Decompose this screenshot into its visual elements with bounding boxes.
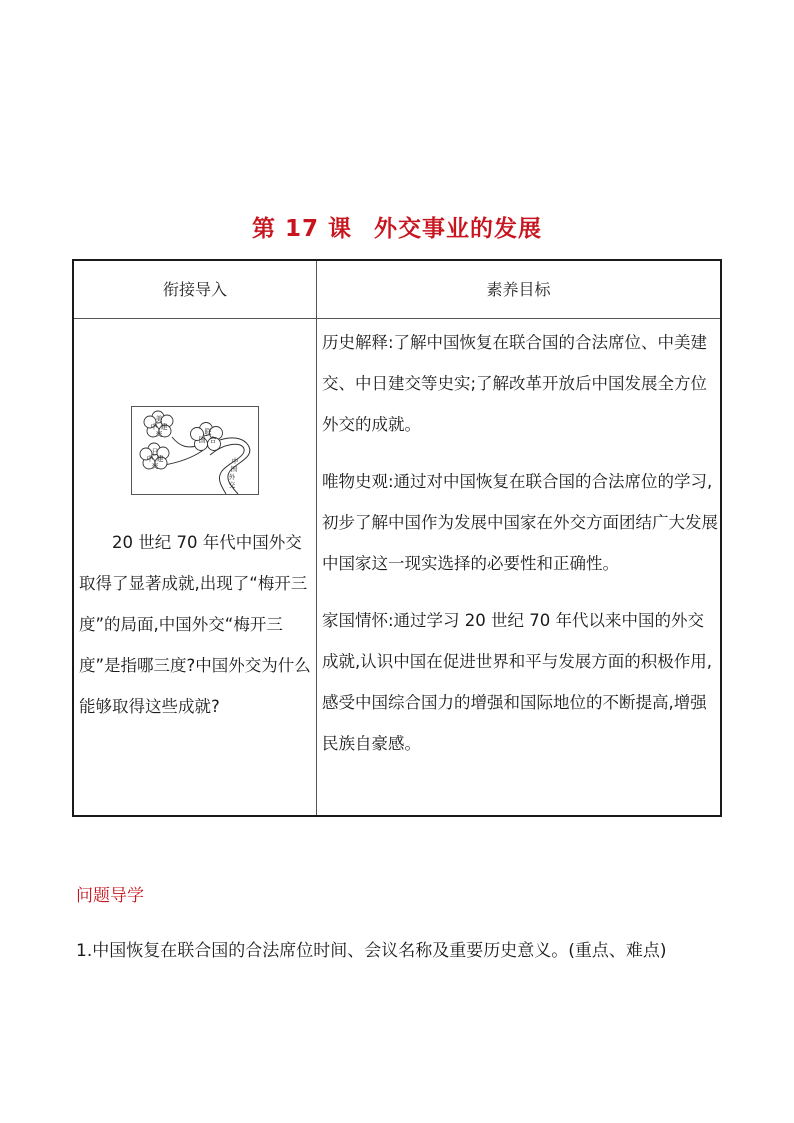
svg-text:建: 建 (156, 455, 164, 463)
svg-text:中: 中 (146, 455, 154, 463)
goal-historical-interpretation: 历史解释:了解中国恢复在联合国的合法席位、中美建交、中日建交等史实;了解改革开放后中国发展全方位外交的成就。 (322, 333, 708, 434)
svg-text:日: 日 (151, 448, 159, 456)
svg-text:联: 联 (204, 428, 212, 436)
goal-historical-materialism: 唯物史观:通过对中国恢复在联合国的合法席位的学习,初步了解中国作为发展中国家在外交方面团结广大发展中国家这一现实选择的必要性和正确性。 (322, 472, 718, 573)
table-column-divider (316, 261, 317, 815)
header-intro: 衔接导入 (162, 280, 227, 299)
lesson-number: 第 17 课 (251, 216, 353, 242)
lesson-title (0, 213, 794, 245)
svg-text:国: 国 (198, 436, 206, 444)
svg-text:交: 交 (155, 430, 163, 438)
lesson-name: 外交事业的发展 (374, 216, 543, 242)
svg-text:建: 建 (160, 423, 168, 431)
question-1: 1.中国恢复在联合国的合法席位时间、会议名称及重要历史意义。(重点、难点) (76, 941, 667, 961)
goal-patriotism: 家国情怀:通过学习 20 世纪 70 年代以来中国的外交成就,认识中国在促进世界和平与发展方面的积极作用,感受中国综合国力的增强和国际地位的不断提高,增强民族自豪感。 (322, 611, 712, 753)
plum-blossom-diplomacy-illustration (131, 406, 259, 495)
svg-text:交: 交 (228, 481, 236, 489)
intro-goals-table (72, 259, 722, 817)
goals-cell (322, 319, 720, 764)
intro-question-text: 20 世纪 70 年代中国外交取得了显著成就,出现了“梅开三度”的局面,中国外交“梅开三度”是指哪三度?中国外交为什么能够取得这些成就? (79, 533, 311, 716)
svg-text:外: 外 (228, 473, 236, 481)
header-goals: 素养目标 (486, 280, 551, 299)
svg-text:中: 中 (231, 457, 239, 465)
svg-text:合: 合 (209, 436, 217, 444)
section-label: 问题导学 (76, 886, 144, 906)
svg-text:交: 交 (151, 462, 159, 470)
svg-text:中: 中 (150, 423, 158, 431)
svg-text:美: 美 (155, 415, 163, 423)
blossom-un (191, 423, 223, 451)
svg-text:国: 国 (230, 465, 238, 473)
